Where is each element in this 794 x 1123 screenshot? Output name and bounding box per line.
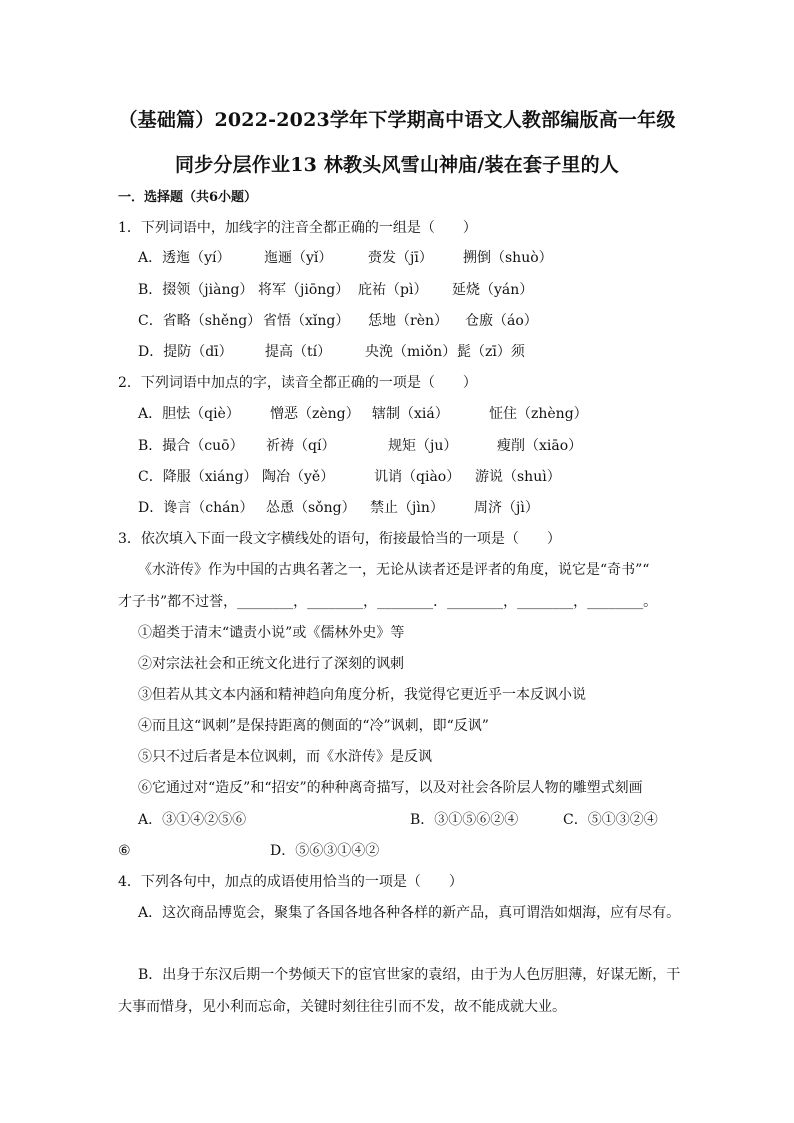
q3-option-a: A．③①④②⑤⑥: [138, 812, 247, 828]
q3-paragraph-line-1: 《水浒传》作为中国的古典名著之一，无论从读者还是评者的角度，说它是“奇书”“: [138, 562, 650, 578]
q1-b-1: B．掇领（jiàng）: [138, 282, 254, 298]
q1-d-4: 髭（zī）须: [457, 344, 525, 360]
q1-a-2: 迤逦（yǐ）: [264, 250, 333, 266]
q1-a-4: 搠倒（shuò）: [463, 250, 553, 266]
q1-c-4: 仓廒（áo）: [465, 313, 538, 329]
q3-option-c: C．⑤①③②④: [563, 812, 658, 828]
q2-c-2: 陶冶（yě）: [262, 469, 335, 485]
q3-paragraph-line-2: 才子书”都不过誉，________，________，________．________，________，________。: [118, 594, 658, 610]
q2-b-1: B．撮合（cuō）: [138, 438, 244, 454]
q2-a-2: 憎恶（zèng）: [270, 406, 360, 422]
section-heading: 一．选择题（共6小题）: [118, 190, 258, 205]
q2-b-3: 规矩（ju）: [388, 438, 458, 454]
title-line-2: 同步分层作业13 林教头风雪山神庙/装在套子里的人: [175, 154, 619, 176]
q1-b-4: 延烧（yán）: [452, 282, 534, 298]
q2-d-4: 周济（jì）: [474, 500, 539, 516]
q4-option-b-line-1: B．出身于东汉后期一个势倾天下的宦官世家的袁绍，由于为人色厉胆薄，好谋无断，干: [138, 967, 681, 983]
q1-stem: 1．下列词语中，加线字的注音全都正确的一组是（ ）: [118, 220, 477, 236]
q1-d-3: 央浼（miǒn）: [365, 344, 457, 360]
q2-a-4: 怔住（zhèng）: [489, 406, 588, 422]
q1-d-2: 提高（tí）: [265, 344, 332, 360]
q2-d-1: D．谗言（chán）: [138, 500, 254, 516]
q2-d-2: 怂恿（sǒng）: [266, 500, 356, 516]
q1-b-2: 将军（jiōng）: [258, 282, 350, 298]
q3-stem: 3．依次填入下面一段文字横线处的语句，衔接最恰当的一项是（ ）: [118, 531, 561, 547]
q2-d-3: 禁止（jìn）: [370, 500, 444, 516]
q2-c-4: 游说（shuì）: [475, 469, 561, 485]
title-line-1: （基础篇）2022-2023学年下学期高中语文人教部编版高一年级: [118, 109, 676, 131]
q4-option-b-line-2: 大事而惜身，见小利而忘命，关键时刻往往引而不发，故不能成就大业。: [118, 999, 566, 1015]
q1-c-1: C．省略（shěng）: [138, 313, 262, 329]
q3-item-5: ⑤只不过后者是本位讽刺，而《水浒传》是反讽: [138, 749, 432, 765]
q1-a-1: A．透迤（yí）: [138, 250, 231, 266]
q3-option-b: B．③①⑤⑥②④: [410, 812, 519, 828]
q1-c-3: 恁地（rèn）: [368, 313, 448, 329]
q3-item-4: ④而且这“讽刺”是保持距离的侧面的“冷”讽刺，即“反讽”: [138, 718, 489, 734]
q2-a-1: A．胆怯（qiè）: [138, 406, 240, 422]
q1-a-3: 赍发（jī）: [368, 250, 433, 266]
q3-item-2: ②对宗法社会和正统文化进行了深刻的讽刺: [138, 656, 404, 672]
q2-c-1: C．降服（xiáng）: [138, 469, 258, 485]
q4-option-a: A．这次商品博览会，聚集了各国各地各种各样的新产品，真可谓浩如烟海，应有尽有。: [138, 905, 681, 921]
q3-item-1: ①超类于清末“谴责小说”或《儒林外史》等: [138, 625, 405, 641]
q1-c-2: 省悟（xǐng）: [263, 313, 350, 329]
q3-item-6: ⑥它通过对“造反”和“招安”的种种离奇描写，以及对社会各阶层人物的雕塑式刻画: [138, 780, 643, 796]
q2-b-2: 祈祷（qí）: [266, 438, 336, 454]
q3-option-d: D．⑤⑥③①④②: [270, 843, 380, 859]
q3-option-c-wrap: ⑥: [118, 843, 131, 859]
q2-c-3: 讥诮（qiào）: [374, 469, 461, 485]
q2-a-3: 辖制（xiá）: [372, 406, 449, 422]
q4-stem: 4．下列各句中，加点的成语使用恰当的一项是（ ）: [118, 874, 463, 890]
q1-d-1: D．提防（dī）: [138, 344, 233, 360]
q2-stem: 2．下列词语中加点的字，读音全都正确的一项是（ ）: [118, 375, 477, 391]
q3-item-3: ③但若从其文本内涵和精神趋向角度分析，我觉得它更近乎一本反讽小说: [138, 687, 586, 703]
q2-b-4: 瘦削（xiāo）: [497, 438, 583, 454]
q1-b-3: 庇祐（pì）: [358, 282, 428, 298]
